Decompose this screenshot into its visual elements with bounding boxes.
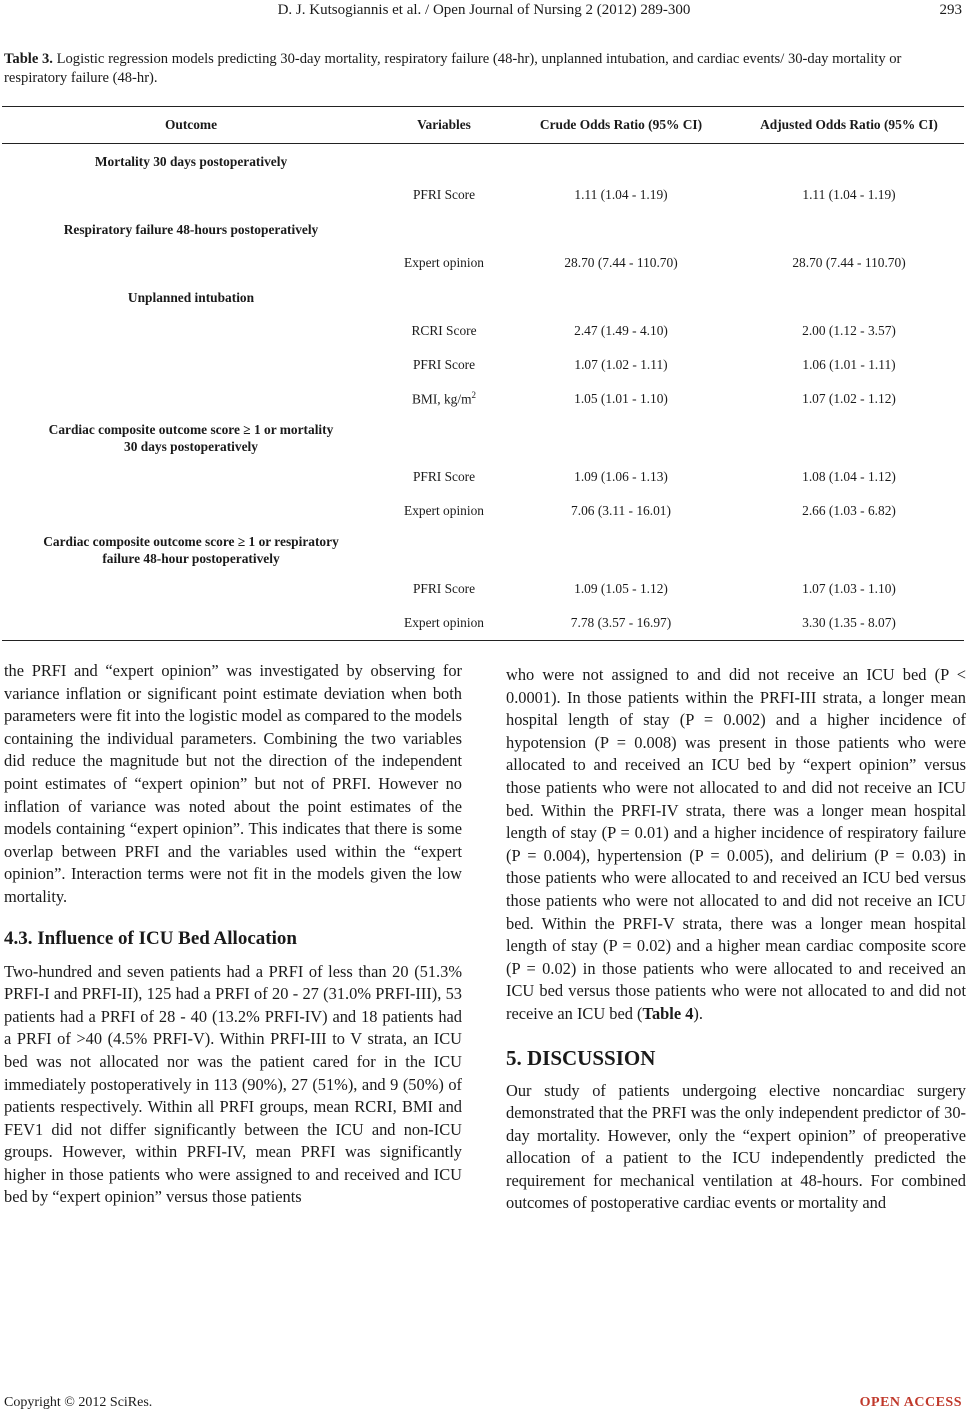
paragraph: Two-hundred and seven patients had a PRFI of less than 20 (51.3% PRFI-I and PRFI-II), 125 had a PRFI of 20 - 27 (31.0% PRFI-III), 53 patients had a PRFI of 28 - 40 (13.2% PRFI-IV) and 18 patients had a PRFI of >40 (4.5% PRFI-V). Within PRFI-III to V strata, an ICU bed was not allocated nor was the patient cared for in the ICU immediately postoperatively in 113 (90%), 27 (51%), and 9 (50%) of patients respectively. Within all PRFI groups, mean RCRI, BMI and FEV1 did not differ significantly between the ICU and non-ICU groups. However, within PRFI-IV, mean PRFI was significantly higher in those patients who were assigned to and received and ICU bed by “expert opinion” versus those patients [4, 961, 462, 1207]
variable-cell: Expert opinion [404, 615, 484, 630]
section-heading: 4.3. Influence of ICU Bed Allocation [4, 927, 297, 949]
outcome-label: Unplanned intubation [127, 289, 255, 305]
outcome-label: Respiratory failure 48-hours postoperatively [63, 221, 319, 237]
variable-cell: PFRI Score [412, 187, 476, 202]
variable-cell: PFRI Score [412, 357, 476, 372]
left-text-column [4, 660, 462, 1209]
table-row [2, 606, 964, 641]
header-outcome: Outcome [164, 117, 218, 132]
variable-cell: Expert opinion [404, 503, 484, 518]
adjusted-or-cell: 2.66 (1.03 - 6.82) [802, 503, 896, 518]
outcome-label: Cardiac composite outcome score ≥ 1 or mortality 30 days postoperatively [48, 422, 334, 454]
right-text-column [506, 664, 966, 1215]
table-row [2, 314, 964, 348]
table-section-row [2, 144, 964, 179]
table-section-row [2, 416, 964, 460]
adjusted-or-cell: 1.07 (1.03 - 1.10) [802, 581, 896, 596]
table-caption-text: Logistic regression models predicting 30-day mortality, respiratory failure (48-hr), unplanned intubation, and cardiac events/ 30-day mortality or respiratory failure (48-hr). [4, 51, 902, 86]
adjusted-or-cell: 1.06 (1.01 - 1.11) [802, 357, 896, 372]
crude-or-cell: 7.78 (3.57 - 16.97) [570, 615, 672, 630]
paragraph: the PRFI and “expert opinion” was investigated by observing for variance inflation or significant point estimate deviation when both parameters were fit into the logistic model as compared to the models containing the individual parameters. Combining the two variables did reduce the magnitude but not the direction of the independent point estimates of “expert opinion” but not of PRFI. However no inflation of variance was noted about the point estimates of the models containing “expert opinion”. This indicates that there is some overlap between PRFI and the variables used within the “expert opinion”. Interaction terms were not fit in the models given the low mortality. [4, 661, 462, 906]
table-section-row [2, 280, 964, 314]
table-row [2, 572, 964, 606]
running-head: D. J. Kutsogiannis et al. / Open Journal of Nursing 2 (2012) 289-300 [277, 2, 691, 18]
table-row [2, 348, 964, 382]
header-adjusted-or: Adjusted Odds Ratio (95% CI) [760, 117, 938, 132]
crude-or-cell: 1.07 (1.02 - 1.11) [574, 357, 668, 372]
section-heading: 5. DISCUSSION [506, 1045, 656, 1070]
variable-cell: PFRI Score [412, 581, 476, 596]
table-section-row [2, 212, 964, 246]
table-row [2, 246, 964, 280]
crude-or-cell: 1.09 (1.05 - 1.12) [574, 581, 668, 596]
adjusted-or-cell: 1.07 (1.02 - 1.12) [802, 391, 896, 406]
table-row [2, 178, 964, 212]
running-header [0, 2, 968, 22]
regression-table [2, 106, 964, 641]
header-variables: Variables [417, 117, 471, 132]
header-crude-or: Crude Odds Ratio (95% CI) [539, 117, 703, 132]
crude-or-cell: 1.11 (1.04 - 1.19) [574, 187, 668, 202]
table-row [2, 460, 964, 494]
table-section-row [2, 528, 964, 572]
table-row [2, 494, 964, 528]
crude-or-cell: 2.47 (1.49 - 4.10) [574, 323, 668, 338]
outcome-label: Cardiac composite outcome score ≥ 1 or respiratory failure 48-hour postoperatively [43, 534, 339, 566]
page-number: 293 [939, 2, 962, 18]
paragraph: Our study of patients undergoing elective noncardiac surgery demonstrated that the PRFI was the only independent predictor of 30-day mortality. However, only the “expert opinion” of preoperative allocation of a patient to the ICU independently predicted the requirement for mechanical ventilation at 48-hours. For combined outcomes of postoperative cardiac events or mortality and [506, 1080, 966, 1213]
crude-or-cell: 28.70 (7.44 - 110.70) [564, 255, 678, 270]
adjusted-or-cell: 2.00 (1.12 - 3.57) [802, 323, 896, 338]
crude-or-cell: 7.06 (3.11 - 16.01) [571, 503, 671, 518]
variable-cell: PFRI Score [412, 469, 476, 484]
table-header-row [2, 107, 964, 144]
variable-cell: Expert opinion [404, 255, 484, 270]
open-access-label: OPEN ACCESS [859, 1395, 962, 1410]
outcome-label: Mortality 30 days postoperatively [94, 153, 288, 169]
copyright-notice: Copyright © 2012 SciRes. [4, 1395, 153, 1410]
variable-cell: BMI, $kg/m^2$ [411, 390, 477, 407]
table-caption [4, 50, 964, 88]
table-row [2, 382, 964, 416]
crude-or-cell: 1.09 (1.06 - 1.13) [574, 469, 668, 484]
crude-or-cell: 1.05 (1.01 - 1.10) [574, 391, 668, 406]
adjusted-or-cell: 1.08 (1.04 - 1.12) [802, 469, 896, 484]
table-reference-link[interactable]: Table 4 [642, 1003, 694, 1023]
adjusted-or-cell: 3.30 (1.35 - 8.07) [802, 615, 896, 630]
adjusted-or-cell: 1.11 (1.04 - 1.19) [802, 187, 896, 202]
paragraph: who were not assigned to and did not receive an ICU bed (P < 0.0001). In those patients within the PRFI-III strata, a longer mean hospital length of stay (P = 0.002) and a higher incidence of hypotension (P = 0.008) was present in those patients who were allocated to and received an ICU bed by “expert opinion” versus those patients who were not allocated to and did not receive an ICU bed. Within the PRFI-IV strata, there was a longer mean hospital length of stay (P = 0.01) and a higher incidence of respiratory failure (P = 0.004), hypertension (P = 0.005), and delirium (P = 0.03) in those patients who were allocated to and received an ICU bed versus those patients who were not allocated to and did not receive an ICU bed. Within the PRFI-V strata, there was a longer mean hospital length of stay (P = 0.02) and a higher mean cardiac composite score (P = 0.02) in those patients who were allocated to and received an ICU bed versus those patients who were not allocated to and did not receive an ICU bed (Table 4). [506, 665, 966, 1023]
table-caption-label: Table 3. [4, 51, 53, 67]
variable-cell: RCRI Score [411, 323, 477, 338]
adjusted-or-cell: 28.70 (7.44 - 110.70) [792, 255, 906, 270]
